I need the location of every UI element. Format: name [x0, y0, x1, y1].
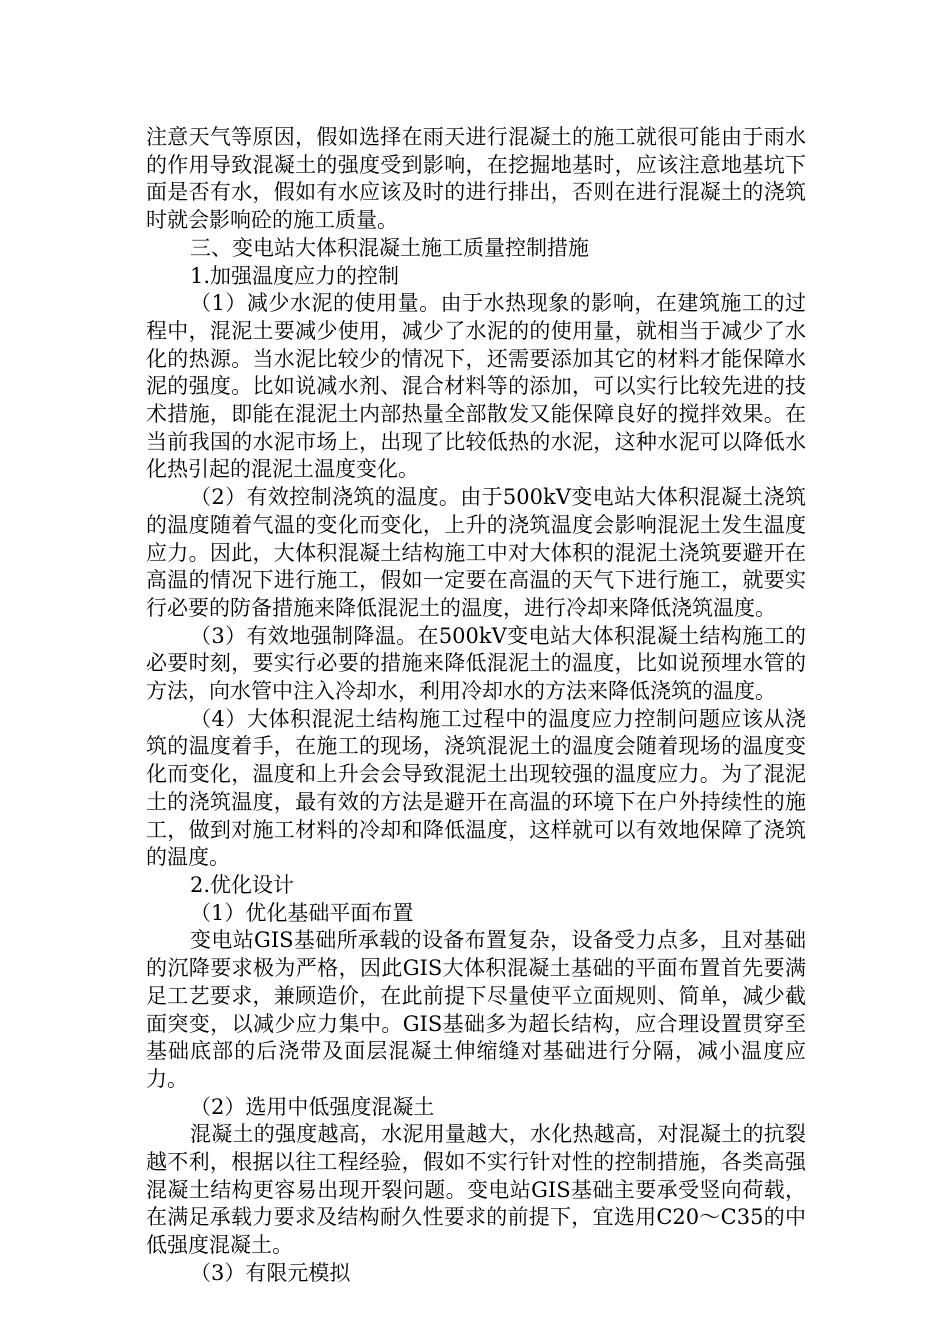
- paragraph-foundation-layout: 变电站GIS基础所承载的设备布置复杂，设备受力点多，且对基础的沉降要求极为严格，因此GIS大体积混凝土基础的平面布置首先要满足工艺要求，兼顾造价，在此前提下尽量使平立面规则、简单，减少截面突变，以减少应力集中。GIS基础多为超长结构，应合理设置贯穿至基础底部的后浇带及面层混凝土伸缩缝对基础进行分隔，减小温度应力。: [146, 928, 806, 1091]
- paragraph-low-strength-concrete: 混凝土的强度越高，水泥用量越大，水化热越高，对混凝土的抗裂越不利，根据以往工程经验，假如不实行针对性的控制措施，各类高强混凝土结构更容易出现开裂问题。变电站GIS基础主要承受竖向荷载，在满足承载力要求及结构耐久性要求的前提下，宜选用C20～C35的中低强度混凝土。: [146, 1122, 806, 1258]
- subsection-heading-optimize-design: 2.优化设计: [190, 872, 295, 897]
- paragraph-forced-cooling: （3）有效地强制降温。在500kV变电站大体积混凝土结构施工的必要时刻，要实行必要的措施来降低混泥土的温度，比如说预埋水管的方法，向水管中注入冷却水，利用冷却水的方法来降低浇筑的温度。: [146, 623, 806, 704]
- item-heading-foundation-layout: （1）优化基础平面布置: [190, 900, 414, 925]
- item-heading-low-strength-concrete: （2）选用中低强度混凝土: [190, 1094, 435, 1119]
- paragraph-temperature-stress-control: （4）大体积混泥土结构施工过程中的温度应力控制问题应该从浇筑的温度着手，在施工的现场，浇筑混泥土的温度会随着现场的温度变化而变化，温度和上升会会导致混泥土出现较强的温度应力。为了混泥土的浇筑温度，最有效的方法是避开在高温的环境下在户外持续性的施工，做到对施工材料的冷却和降低温度，这样就可以有效地保障了浇筑的温度。: [146, 706, 806, 870]
- section-heading-quality-control: 三、变电站大体积混凝土施工质量控制措施: [190, 235, 589, 260]
- paragraph-reduce-cement: （1）减少水泥的使用量。由于水热现象的影响，在建筑施工的过程中，混泥土要减少使用，减少了水泥的的使用量，就相当于减少了水化的热源。当水泥比较少的情况下，还需要添加其它的材料才能保障水泥的强度。比如说减水剂、混合材料等的添加，可以实行比较先进的技术措施，即能在混泥土内部热量全部散发又能保障良好的搅拌效果。在当前我国的水泥市场上，出现了比较低热的水泥，这种水泥可以降低水化热引起的混泥土温度变化。: [146, 291, 806, 482]
- paragraph-control-pouring-temperature: （2）有效控制浇筑的温度。由于500kV变电站大体积混凝土浇筑的温度随着气温的变化而变化，上升的浇筑温度会影响混泥土发生温度应力。因此，大体积混凝土结构施工中对大体积的混泥土浇筑要避开在高温的情况下进行施工，假如一定要在高温的天气下进行施工，就要实行必要的防备措施来降低混泥土的温度，进行冷却来降低浇筑温度。: [146, 485, 806, 620]
- subsection-heading-temperature-stress: 1.加强温度应力的控制: [190, 263, 400, 288]
- item-heading-finite-element: （3）有限元模拟: [190, 1260, 351, 1285]
- paragraph-weather-continuation: 注意天气等原因，假如选择在雨天进行混凝土的施工就很可能由于雨水的作用导致混凝土的强度受到影响，在挖掘地基时，应该注意地基坑下面是否有水，假如有水应该及时的进行排出，否则在进行混凝土的浇筑时就会影响砼的施工质量。: [146, 125, 806, 233]
- document-page: [146, 124, 806, 1288]
